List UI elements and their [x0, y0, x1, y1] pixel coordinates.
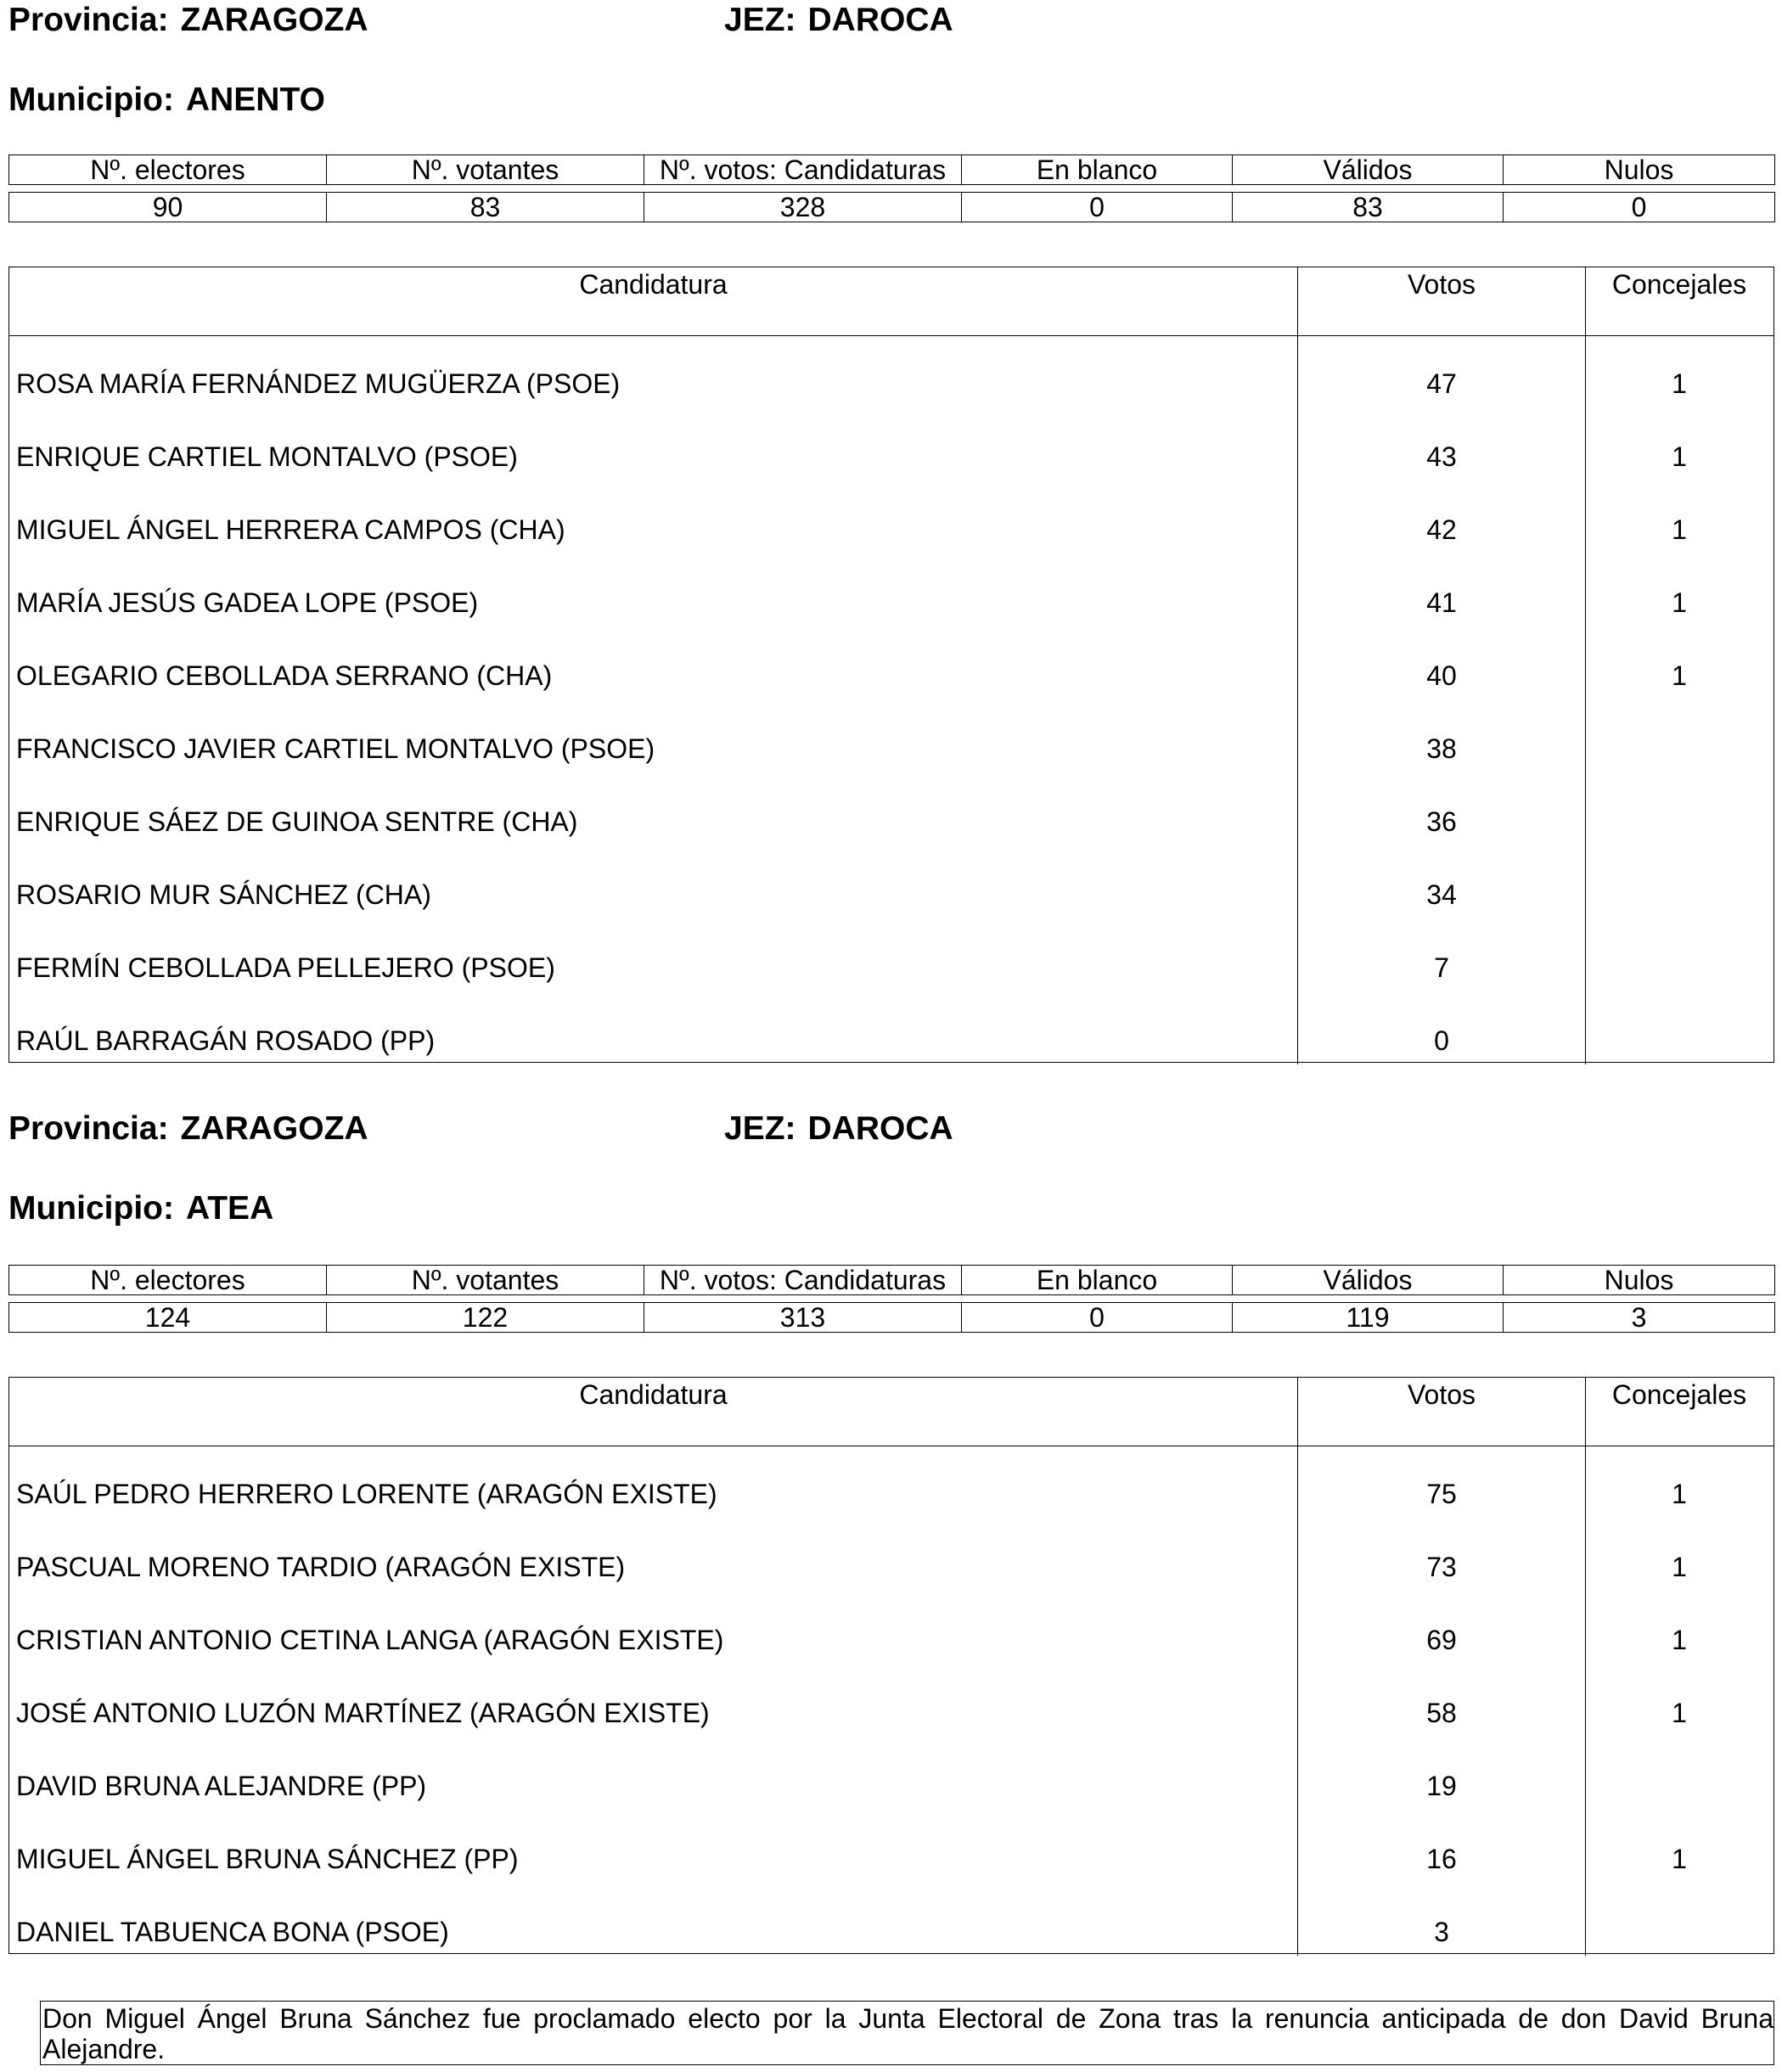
candidate-name: MARÍA JESÚS GADEA LOPE (PSOE) [16, 587, 479, 618]
candidate-name: MIGUEL ÁNGEL HERRERA CAMPOS (CHA) [16, 514, 565, 545]
spacer-concejales-cell [1585, 336, 1773, 361]
stats-header-validos: Válidos [1233, 155, 1504, 185]
candidate-concejales: 1 [1585, 1690, 1773, 1763]
candidate-name: ROSA MARÍA FERNÁNDEZ MUGÜERZA (PSOE) [16, 368, 621, 399]
table-row [9, 580, 1774, 653]
candidate-votos: 43 [1297, 434, 1585, 507]
candidate-votos: 3 [1297, 1909, 1585, 1956]
candidate-name: RAÚL BARRAGÁN ROSADO (PP) [16, 1025, 436, 1056]
candidate-name: ENRIQUE CARTIEL MONTALVO (PSOE) [16, 441, 518, 472]
table-spacer [9, 1446, 1774, 1471]
provincia-heading [8, 2, 368, 39]
header-candidatura: Candidatura [579, 1379, 728, 1410]
stats-value-electores: 124 [9, 1303, 327, 1333]
municipio-value: ATEA [185, 1190, 274, 1227]
stats-header-votantes: Nº. votantes [327, 155, 644, 185]
table-row [9, 872, 1774, 945]
stats-header-votos-candidaturas: Nº. votos: Candidaturas [644, 1266, 962, 1295]
table-row [9, 361, 1774, 434]
provincia-value: ZARAGOZA [180, 2, 368, 38]
candidate-votos: 69 [1297, 1617, 1585, 1690]
footnote-box: Don Miguel Ángel Bruna Sánchez fue proclamado electo por la Junta Electoral de Zona tras la renuncia anticipada de don David Bruna Alejandre. [40, 2001, 1774, 2065]
candidates-header-row [9, 267, 1774, 336]
stats-value-en-blanco: 0 [962, 193, 1233, 222]
candidate-concejales [1585, 872, 1773, 945]
jez-heading [724, 1110, 953, 1148]
jez-heading [724, 2, 953, 39]
candidate-name: ROSARIO MUR SÁNCHEZ (CHA) [16, 879, 431, 910]
table-spacer [9, 336, 1774, 361]
candidate-name: FERMÍN CEBOLLADA PELLEJERO (PSOE) [16, 952, 555, 983]
table-row [9, 434, 1774, 507]
candidate-votos: 40 [1297, 653, 1585, 726]
candidate-concejales: 1 [1585, 653, 1773, 726]
header-concejales: Concejales [1585, 1378, 1773, 1446]
candidate-votos: 34 [1297, 872, 1585, 945]
candidate-votos: 7 [1297, 945, 1585, 1018]
table-row [9, 1836, 1774, 1909]
candidate-name: JOSÉ ANTONIO LUZÓN MARTÍNEZ (ARAGÓN EXISTE) [16, 1698, 710, 1728]
candidate-votos: 38 [1297, 726, 1585, 799]
candidate-votos: 42 [1297, 507, 1585, 580]
header-votos: Votos [1297, 267, 1585, 335]
stats-value-row [9, 1303, 1775, 1333]
stats-value-validos: 119 [1233, 1303, 1504, 1333]
candidate-concejales: 1 [1585, 580, 1773, 653]
table-row [9, 507, 1774, 580]
table-row [9, 653, 1774, 726]
candidate-concejales [1585, 726, 1773, 799]
candidate-votos: 73 [1297, 1544, 1585, 1617]
candidate-votos: 75 [1297, 1471, 1585, 1544]
stats-table [8, 1265, 1775, 1295]
stats-header-votos-candidaturas: Nº. votos: Candidaturas [644, 155, 962, 185]
candidate-concejales: 1 [1585, 1471, 1773, 1544]
candidate-name: CRISTIAN ANTONIO CETINA LANGA (ARAGÓN EXISTE) [16, 1625, 724, 1655]
table-row [9, 1617, 1774, 1690]
candidates-table [8, 1377, 1774, 1954]
header-concejales: Concejales [1585, 267, 1773, 335]
table-row [9, 1471, 1774, 1544]
provincia-label: Provincia: [8, 2, 169, 38]
jez-value: DAROCA [807, 2, 953, 38]
table-row [9, 1909, 1774, 1956]
spacer-votos-cell [1297, 336, 1585, 361]
municipio-label: Municipio: [8, 81, 174, 118]
table-row [9, 1690, 1774, 1763]
candidates-table [8, 267, 1774, 1063]
candidate-concejales: 1 [1585, 1544, 1773, 1617]
provincia-value: ZARAGOZA [180, 1110, 368, 1147]
stats-value-electores: 90 [9, 193, 327, 222]
candidate-votos: 16 [1297, 1836, 1585, 1909]
candidate-name: FRANCISCO JAVIER CARTIEL MONTALVO (PSOE) [16, 733, 655, 764]
stats-value-nulos: 0 [1504, 193, 1775, 222]
stats-header-row [9, 1266, 1775, 1295]
candidate-votos: 41 [1297, 580, 1585, 653]
stats-value-validos: 83 [1233, 193, 1504, 222]
stats-header-en-blanco: En blanco [962, 1266, 1233, 1295]
candidate-concejales [1585, 799, 1773, 872]
stats-value-votantes: 122 [327, 1303, 644, 1333]
municipio-block-anento [8, 0, 1774, 1065]
candidate-votos: 19 [1297, 1763, 1585, 1836]
candidate-concejales: 1 [1585, 434, 1773, 507]
candidate-concejales [1585, 1018, 1773, 1064]
municipio-label: Municipio: [8, 1190, 174, 1227]
stats-values-table [8, 192, 1775, 222]
table-row [9, 1544, 1774, 1617]
stats-values-table [8, 1302, 1775, 1333]
stats-header-en-blanco: En blanco [962, 155, 1233, 185]
provincia-heading [8, 1110, 368, 1148]
stats-header-nulos: Nulos [1504, 155, 1775, 185]
municipio-heading [8, 81, 325, 119]
candidate-votos: 0 [1297, 1018, 1585, 1064]
municipio-heading [8, 1190, 273, 1227]
stats-value-votos-candidaturas: 313 [644, 1303, 962, 1333]
spacer-concejales-cell [1585, 1446, 1773, 1471]
candidate-name: SAÚL PEDRO HERRERO LORENTE (ARAGÓN EXISTE) [16, 1479, 717, 1509]
stats-header-row [9, 155, 1775, 185]
stats-table [8, 154, 1775, 185]
stats-value-row [9, 193, 1775, 222]
candidate-name: ENRIQUE SÁEZ DE GUINOA SENTRE (CHA) [16, 806, 578, 837]
table-row [9, 945, 1774, 1018]
candidate-votos: 58 [1297, 1690, 1585, 1763]
stats-value-nulos: 3 [1504, 1303, 1775, 1333]
candidate-votos: 36 [1297, 799, 1585, 872]
header-candidatura: Candidatura [579, 269, 728, 300]
candidate-name: PASCUAL MORENO TARDIO (ARAGÓN EXISTE) [16, 1552, 626, 1582]
table-row [9, 799, 1774, 872]
municipio-block-atea [8, 1110, 1774, 1959]
stats-header-validos: Válidos [1233, 1266, 1504, 1295]
candidate-name: MIGUEL ÁNGEL BRUNA SÁNCHEZ (PP) [16, 1844, 519, 1874]
stats-header-electores: Nº. electores [9, 1266, 327, 1295]
table-row [9, 726, 1774, 799]
candidate-name: DANIEL TABUENCA BONA (PSOE) [16, 1917, 449, 1947]
candidate-concejales: 1 [1585, 1617, 1773, 1690]
candidate-concejales [1585, 1763, 1773, 1836]
spacer-votos-cell [1297, 1446, 1585, 1471]
provincia-label: Provincia: [8, 1110, 169, 1147]
candidates-header-row [9, 1378, 1774, 1446]
candidate-concejales [1585, 1909, 1773, 1956]
jez-label: JEZ: [724, 2, 796, 38]
table-row [9, 1018, 1774, 1064]
candidate-concejales: 1 [1585, 507, 1773, 580]
candidate-concejales [1585, 945, 1773, 1018]
jez-value: DAROCA [807, 1110, 953, 1147]
municipio-value: ANENTO [185, 81, 325, 118]
candidate-concejales: 1 [1585, 1836, 1773, 1909]
stats-header-nulos: Nulos [1504, 1266, 1775, 1295]
candidate-concejales: 1 [1585, 361, 1773, 434]
candidate-name: DAVID BRUNA ALEJANDRE (PP) [16, 1771, 427, 1801]
jez-label: JEZ: [724, 1110, 796, 1147]
stats-header-electores: Nº. electores [9, 155, 327, 185]
stats-value-votos-candidaturas: 328 [644, 193, 962, 222]
header-votos: Votos [1297, 1378, 1585, 1446]
candidate-votos: 47 [1297, 361, 1585, 434]
stats-value-en-blanco: 0 [962, 1303, 1233, 1333]
stats-header-votantes: Nº. votantes [327, 1266, 644, 1295]
candidate-name: OLEGARIO CEBOLLADA SERRANO (CHA) [16, 660, 553, 691]
stats-value-votantes: 83 [327, 193, 644, 222]
table-row [9, 1763, 1774, 1836]
